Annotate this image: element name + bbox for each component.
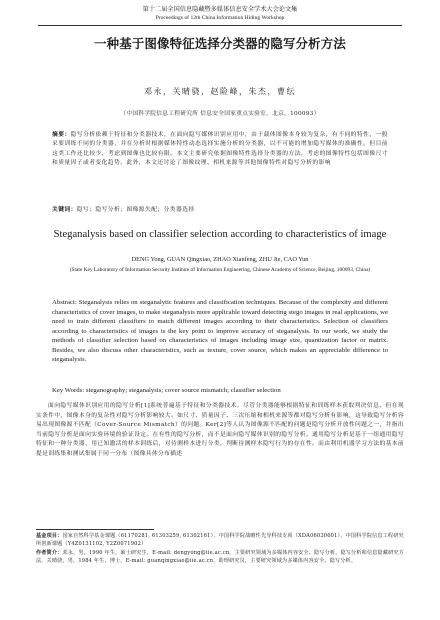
keywords-text-cn: 隐写；隐写分析；图像源失配；分类器选择: [76, 207, 195, 213]
affiliation-cn: （中国科学院信息工程研究所 信息安全国家重点实验室，北京，100093）: [120, 111, 320, 117]
footnote-author-text: 邓永，男，1990 年生，硕士研究生，E-mail: dengyong@iie.ac.cn，主要研究领域为多媒体内容安全、隐写分析。隐写分析和信息隐藏研究方法，关晴骁，男，1984 年生，博士，E-mail: guanqingxiao@iie.ac.cn，助理研究员，主要研究领域为多媒体内容安全、隐写分析。: [36, 550, 405, 565]
conference-title-en: Proceedings of 12th China Information Hiding Workshop: [155, 15, 285, 21]
body-paragraph: 面向隐写媒体识别应用的隐写分析[1]系统普遍基于特征和分类器技术。尽管分类器能够根据特征和训练样本获取判决信息，但在现实条件中，图像本身的复杂性对隐写分析影响较大。如尺寸、质量因子、三次压缩和相机来源等都对隐写分析有影响，这导致隐写分析容易出现图像源不匹配（Cover-Source Mismatch）的问题。Ker[2]等人认为图像源不匹配的问题是隐写分析开放性问题之一，并指出当前隐写分析是面向实验环境的验证设定。在有性的隐写分析，而不是面向隐写媒体识别的隐写分析。通用隐写分析是基于一组通用隐写特征和一种分类器，用已知激活的样本训练后，对待测样本进行分类，判断待测样本隐写行为的存在性。而由利用机器学习方法的基本前提是训练集和测试集属于同一分布（图像具体分布描述: [36, 403, 404, 457]
authors-cn: 邓永，关晴骁，赵险峰，朱杰，曹纭: [144, 87, 296, 96]
footnote-fund-label: 基金项目：: [36, 533, 63, 539]
paper-title-en: Steganalysis based on classifier selection according to characteristics of image: [53, 229, 387, 240]
footnote-author: [36, 549, 404, 565]
abstract-cn: [52, 131, 388, 169]
keywords-en: Key Words: steganography; steganalysis; cover source mismatch; classifier selection: [52, 387, 281, 394]
keywords-cn: [52, 206, 388, 215]
paper-title-cn: 一种基于图像特征选择分类器的隐写分析方法: [94, 36, 346, 51]
conference-title-cn: 第十二届全国信息隐藏暨多媒体信息安全学术大会论文集: [142, 6, 298, 13]
abstract-label-cn: 摘要：: [52, 132, 71, 138]
affiliation-en: (State Key Laboratory of Information Security Institute of Information Engineering, Chinese Academy of Science, Beijing, 100093, China): [69, 267, 371, 273]
header-rule: [38, 25, 402, 26]
abstract-text-cn: 隐写分析依赖于特征和分类器技术，在面向隐写媒体识别应用中，由于载体图像本身较为复杂，有不同的特性，一般采要训练不同的分类器，并在分析时根据媒体特性动态选择实施分析的分类器，以不可能的增加隐写媒体的准确性。但目前这类工作还比较少，考虑到图像也比较有限。本文主要研究依据图像特性选择分类器的方法，考虑的图像特性包括图像尺寸和质量因子或者变化趋势。此外，本文还讨论了图像纹理、相机来源等其他图像特性对隐写分析的影响: [52, 132, 388, 167]
footnotes: [36, 532, 404, 566]
authors-en: DENG Yong, GUAN Qingxiao, ZHAO Xianfeng, ZHU Jie, CAO Yun: [131, 256, 309, 263]
abstract-en: Abstract: Steganalysis relies on steganalytic features and classification techniques. Because of the complexity and different characteristics of cover images, to make steganalysis more applicable toward detecting stego images in real applications, we need to train different classifiers to match different images according to their characteristics. Selection of classifiers according to characteristics of images is the key point to improve accuracy of steganalysis. In our work, we study the methods of classifier selection based on characteristics of images including image size, quantization factor or matrix. Besides, we also discuss other characteristics, such as texture, cover source, which makes an appreciable difference to steganalysis.: [52, 299, 388, 363]
footnote-fund-text: 国家自然科学基金课题（61170281, 61303259, 61302161）、中国科学院战略性先导科技专项（XDA06030601）、中国科学院信息工程研究所创新课题（Y4Z0131102, Y2Z0071902）: [36, 533, 404, 548]
running-header: [0, 6, 440, 22]
footnote-author-label: 作者简介：: [36, 550, 63, 556]
footnote-rule: [36, 529, 154, 530]
footnote-fund: [36, 532, 404, 548]
keywords-label-cn: 关键词：: [52, 207, 77, 213]
